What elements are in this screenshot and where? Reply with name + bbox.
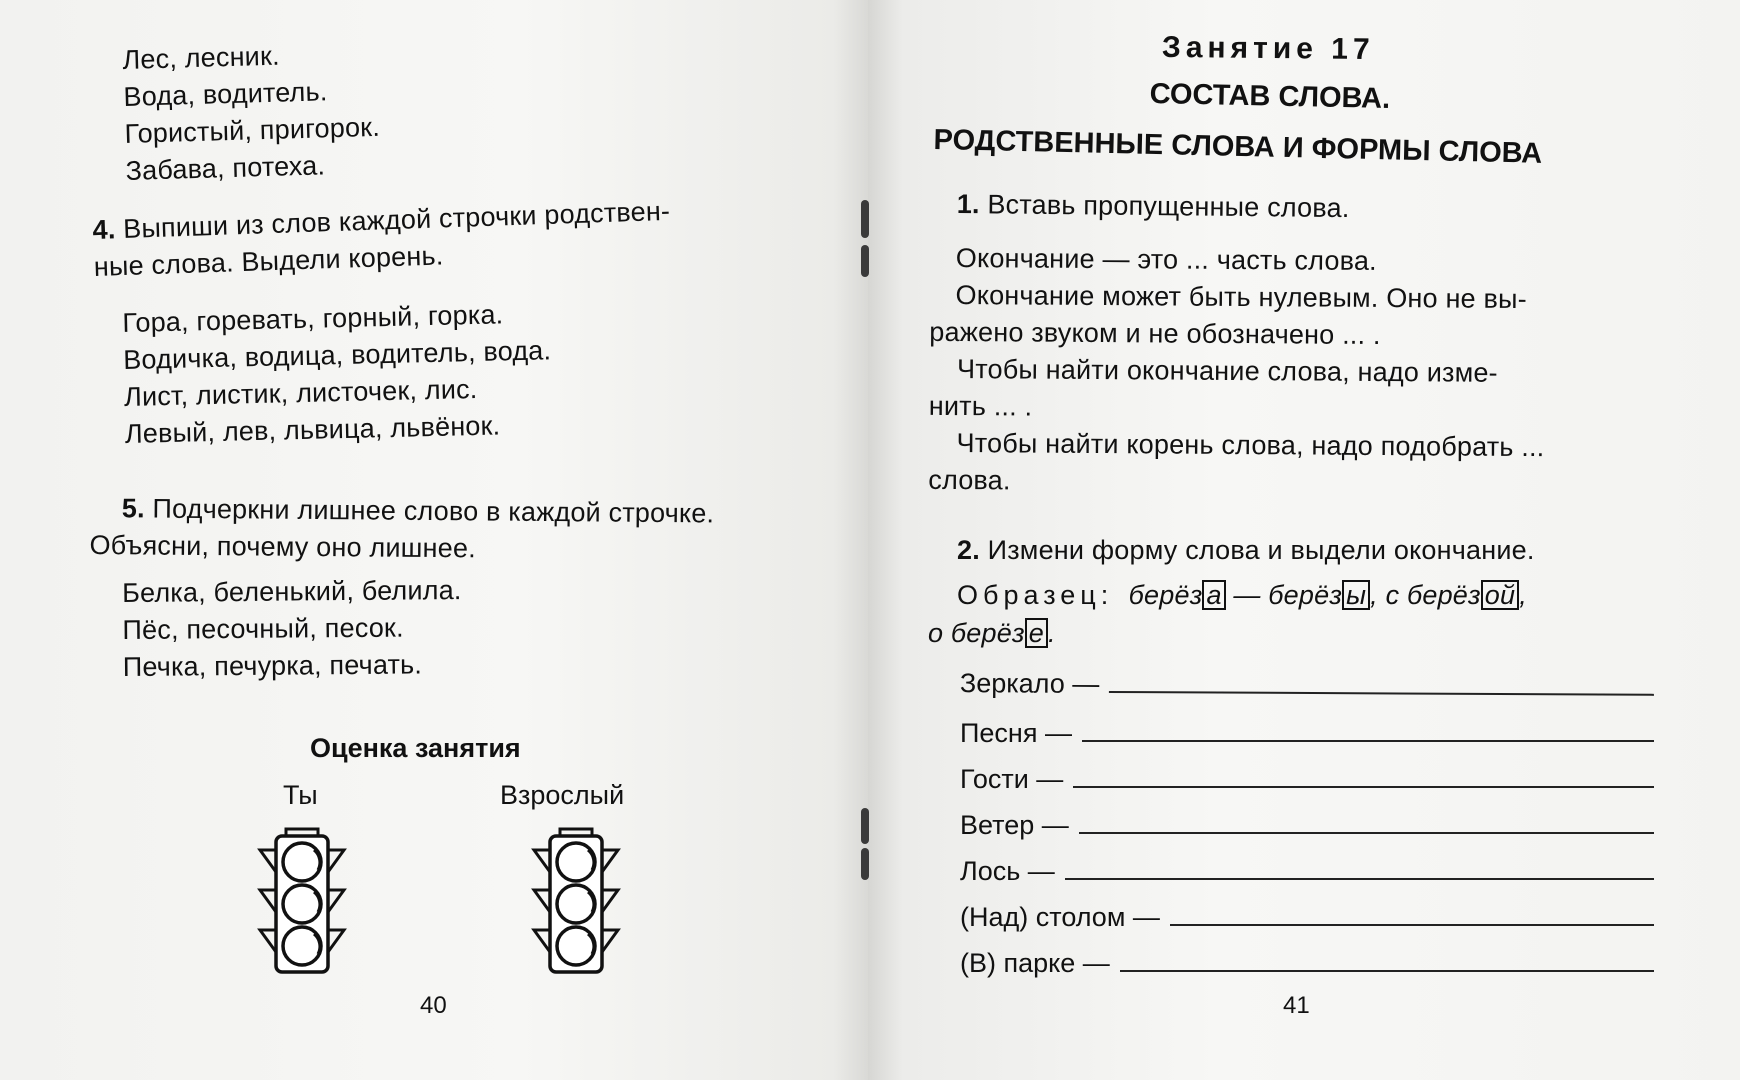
page-number-right: 41 (1283, 992, 1310, 1019)
sample-stem: берёз (1406, 580, 1481, 610)
definition-line: Окончание — это ... часть слова. (955, 243, 1377, 276)
answer-line[interactable] (1109, 691, 1654, 696)
task-text: Подчеркни лишнее слово в каждой строчке. (152, 493, 715, 529)
definition-line: Чтобы найти окончание слова, надо изме- (956, 354, 1498, 388)
task-number: 1. (956, 188, 980, 220)
word-line: Пёс, песочный, песок. (122, 612, 404, 645)
word-line: Забава, потеха. (125, 150, 326, 186)
sample-comma: , (1519, 580, 1527, 610)
word-line: Левый, лев, львица, львёнок. (124, 410, 501, 449)
task-number: 2. (957, 535, 980, 565)
ending-box: ой (1481, 580, 1519, 610)
fill-word: Лось — (960, 856, 1055, 886)
word-line: Гора, горевать, горный, горка. (122, 299, 504, 338)
definition-line: Окончание может быть нулевым. Оно не вы- (955, 280, 1527, 315)
assessment-label-adult: Взрослый (500, 780, 625, 810)
traffic-light-you-icon[interactable] (256, 826, 348, 976)
binding-staple (861, 200, 869, 238)
word-line: Водичка, водица, водитель, вода. (122, 335, 552, 375)
fill-row[interactable] (960, 932, 1654, 978)
task-number: 5. (121, 493, 145, 524)
left-page (0, 0, 868, 1080)
binding-staple (861, 245, 869, 277)
fill-word: (В) парке — (960, 948, 1110, 978)
fill-row[interactable] (960, 794, 1654, 840)
task-4 (92, 188, 824, 286)
fill-word: Ветер — (960, 810, 1069, 840)
ending-box: а (1202, 580, 1225, 610)
task-1 (957, 186, 1350, 227)
fill-word: Песня — (960, 718, 1072, 748)
binding-staple (861, 808, 869, 844)
task-5 (89, 490, 820, 570)
task-text: Объясни, почему оно лишнее. (89, 529, 476, 564)
lesson-title: Занятие 17 (1161, 30, 1375, 67)
word-line: Вода, водитель. (123, 76, 328, 112)
word-line: Лес, лесник. (122, 40, 281, 75)
fill-row[interactable] (960, 840, 1654, 886)
task-number: 4. (92, 214, 117, 245)
task-2 (957, 532, 1535, 569)
answer-line[interactable] (1065, 878, 1654, 880)
sample-line-2 (928, 615, 1056, 652)
fill-word: Зеркало — (959, 668, 1100, 699)
ending-box: е (1025, 618, 1048, 648)
definition-line: Чтобы найти корень слова, надо подобрать ... (956, 428, 1545, 463)
sample-stem: берёз (1268, 580, 1343, 610)
sample-stem: берёз (1128, 580, 1203, 610)
ending-box: ы (1342, 580, 1370, 610)
answer-line[interactable] (1079, 832, 1654, 834)
definitions (928, 240, 1652, 504)
word-line: Лист, листик, листочек, лис. (123, 373, 478, 412)
definition-line: ражено звуком и не обозначено ... . (929, 316, 1381, 350)
fill-word: Гости — (960, 764, 1064, 794)
sample-dash: — (1233, 580, 1261, 610)
word-line: Гористый, пригорок. (124, 111, 381, 149)
sample-prefix: , с (1370, 580, 1407, 610)
word-list-2 (122, 295, 553, 453)
word-line: Печка, печурка, печать. (122, 649, 423, 682)
word-line: Белка, беленький, белила. (122, 575, 462, 608)
fill-word: (Над) столом — (960, 902, 1160, 932)
sample-prefix: о (928, 618, 951, 648)
fill-row[interactable] (960, 748, 1654, 794)
definition-line: слова. (928, 464, 1011, 496)
definition-line: нить ... . (928, 390, 1033, 422)
binding-staple (861, 848, 869, 880)
assessment-title: Оценка занятия (310, 733, 521, 763)
assessment-label-you: Ты (283, 780, 318, 810)
task-text: ные слова. Выдели корень. (93, 240, 444, 282)
task-text: Вставь пропущенные слова. (987, 189, 1350, 224)
fill-row[interactable] (960, 886, 1654, 932)
fill-row[interactable] (960, 652, 1654, 702)
sample-label: Образец: (957, 580, 1114, 610)
topic-title-line-1: СОСТАВ СЛОВА. (1149, 78, 1391, 116)
answer-line[interactable] (1073, 786, 1654, 788)
traffic-light-adult-icon[interactable] (530, 826, 622, 976)
word-list-1 (122, 35, 381, 190)
word-list-3 (122, 572, 462, 686)
sample-line-1 (957, 577, 1527, 614)
answer-line[interactable] (1082, 740, 1654, 742)
task-text: Измени форму слова и выдели окончание. (987, 535, 1535, 565)
sample-period: . (1047, 618, 1056, 648)
page-number-left: 40 (420, 992, 447, 1019)
topic-title-line-2: РОДСТВЕННЫЕ СЛОВА И ФОРМЫ СЛОВА (933, 124, 1543, 170)
task-text: Выпиши из слов каждой строчки родствен- (122, 195, 671, 244)
answer-line[interactable] (1170, 924, 1654, 926)
sample-stem: берёз (950, 618, 1025, 648)
answer-line[interactable] (1120, 970, 1654, 972)
fill-row[interactable] (960, 702, 1654, 748)
